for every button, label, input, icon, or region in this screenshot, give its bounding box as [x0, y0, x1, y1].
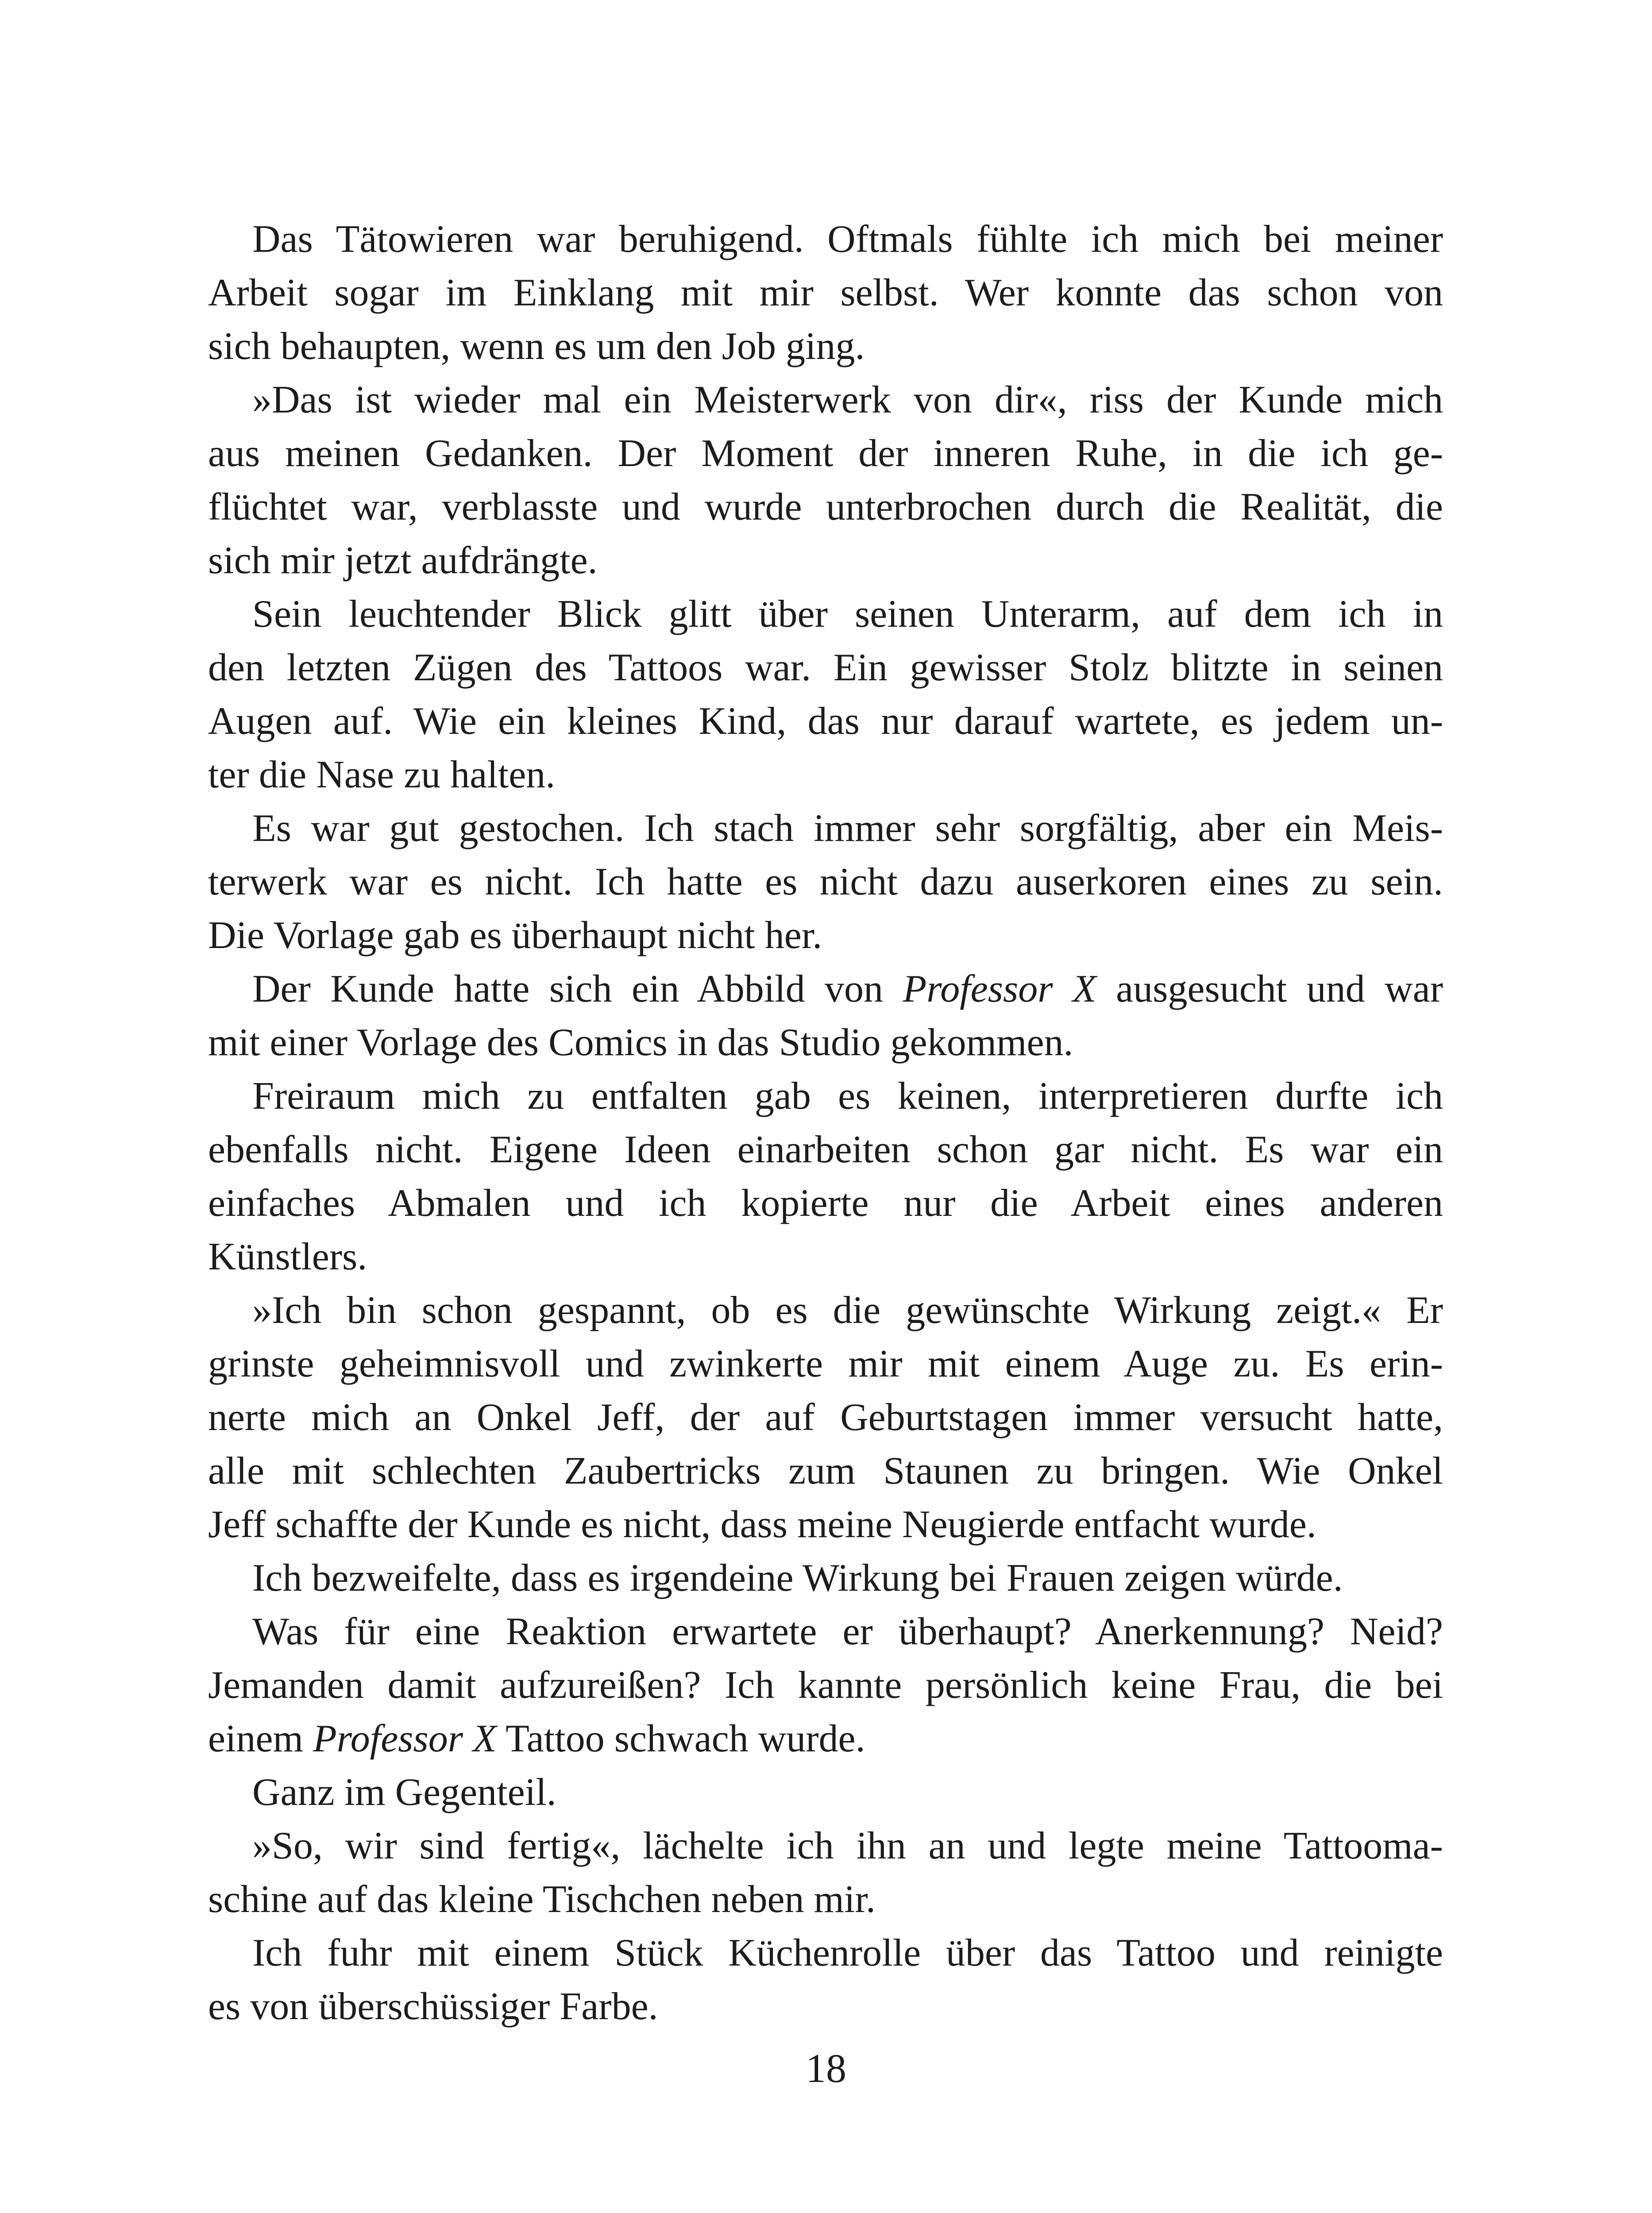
text-line: Jemanden damit aufzureißen? Ich kannte persönlich keine Frau, die bei: [208, 1664, 1443, 1707]
text-line: ter die Nase zu halten.: [208, 753, 556, 796]
text-line: Das Tätowieren war beruhigend. Oftmals fühlte ich mich bei meiner: [252, 218, 1443, 261]
paragraph: [208, 587, 1443, 802]
text-line: Arbeit sogar im Einklang mit mir selbst. Wer konnte das schon von: [208, 271, 1443, 314]
text-line: »Ich bin schon gespannt, ob es die gewünschte Wirkung zeigt.« Er: [252, 1289, 1443, 1332]
paragraph: [208, 962, 1443, 1069]
text-line: Jeff schaffte der Kunde es nicht, dass meine Neugierde entfacht wurde.: [208, 1503, 1316, 1546]
paragraph: [208, 1069, 1443, 1284]
text-line: mit einer Vorlage des Comics in das Studio gekommen.: [208, 1021, 1073, 1064]
italic-title: Professor X: [903, 968, 1096, 1010]
text-line: aus meinen Gedanken. Der Moment der inneren Ruhe, in die ich ge-: [208, 432, 1443, 475]
paragraph: [208, 802, 1443, 962]
text-line: Augen auf. Wie ein kleines Kind, das nur darauf wartete, es jedem un-: [208, 700, 1443, 743]
text-line: Der Kunde hatte sich ein Abbild von Professor X ausgesucht und war: [252, 968, 1444, 1010]
text-line: grinste geheimnisvoll und zwinkerte mir mit einem Auge zu. Es erin-: [208, 1342, 1443, 1385]
text-line: den letzten Zügen des Tattoos war. Ein gewisser Stolz blitzte in seinen: [208, 646, 1443, 689]
page-number: 18: [806, 2046, 846, 2091]
text-line: alle mit schlechten Zaubertricks zum Staunen zu bringen. Wie Onkel: [208, 1450, 1443, 1492]
text-line: einfaches Abmalen und ich kopierte nur die Arbeit eines anderen: [208, 1182, 1443, 1225]
text-line: Künstlers.: [208, 1235, 367, 1278]
text-line: einem Professor X Tattoo schwach wurde.: [208, 1717, 865, 1760]
italic-title: Professor X: [313, 1717, 497, 1760]
text-line: Freiraum mich zu entfalten gab es keinen, interpretieren durfte ich: [252, 1075, 1443, 1118]
text-line: Ganz im Gegenteil.: [252, 1771, 556, 1814]
text-line: sich mir jetzt aufdrängte.: [208, 539, 598, 582]
text-line: flüchtet war, verblasste und wurde unterbrochen durch die Realität, die: [208, 486, 1443, 528]
paragraph: [208, 212, 1443, 373]
paragraph: [208, 1766, 1443, 1819]
paragraph: [208, 1926, 1443, 2033]
paragraph: [208, 373, 1443, 587]
text-line: nerte mich an Onkel Jeff, der auf Geburtstagen immer versucht hatte,: [208, 1396, 1443, 1439]
paragraph: [208, 1819, 1443, 1926]
text-line: Sein leuchtender Blick glitt über seinen Unterarm, auf dem ich in: [252, 593, 1443, 636]
text-line: sich behaupten, wenn es um den Job ging.: [208, 325, 865, 368]
text-line: »So, wir sind fertig«, lächelte ich ihn an und legte meine Tattooma-: [252, 1824, 1443, 1867]
text-line: Es war gut gestochen. Ich stach immer sehr sorgfältig, aber ein Meis-: [252, 807, 1443, 850]
text-line: ebenfalls nicht. Eigene Ideen einarbeiten schon gar nicht. Es war ein: [208, 1128, 1443, 1171]
text-line: »Das ist wieder mal ein Meisterwerk von dir«, riss der Kunde mich: [252, 378, 1443, 421]
paragraph: [208, 1284, 1443, 1551]
paragraph: [208, 1551, 1443, 1605]
text-line: Was für eine Reaktion erwartete er überhaupt? Anerkennung? Neid?: [252, 1610, 1443, 1653]
text-line: Ich bezweifelte, dass es irgendeine Wirkung bei Frauen zeigen würde.: [252, 1557, 1343, 1600]
text-line: terwerk war es nicht. Ich hatte es nicht dazu auserkoren eines zu sein.: [208, 860, 1443, 903]
body-text: [208, 212, 1443, 2033]
paragraph: [208, 1605, 1443, 1766]
text-line: Ich fuhr mit einem Stück Küchenrolle über das Tattoo und reinigte: [252, 1932, 1443, 1974]
text-line: Die Vorlage gab es überhaupt nicht her.: [208, 914, 822, 957]
text-line: schine auf das kleine Tischchen neben mir.: [208, 1878, 876, 1921]
text-line: es von überschüssiger Farbe.: [208, 1985, 658, 2028]
